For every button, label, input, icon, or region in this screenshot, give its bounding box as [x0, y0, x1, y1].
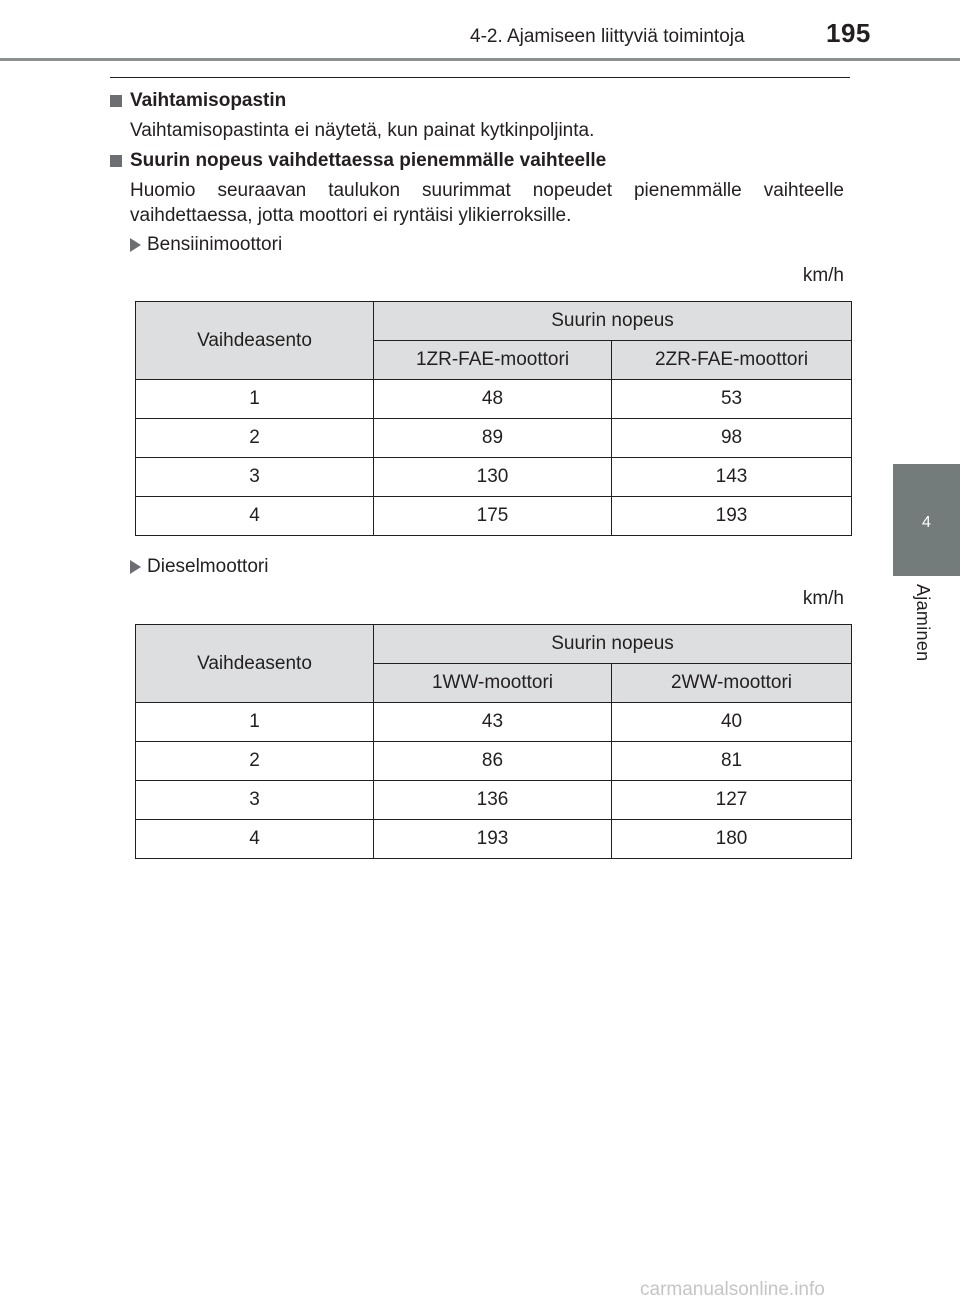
header-gear: Vaihdeasento	[136, 302, 374, 380]
cell-gear: 3	[136, 458, 374, 497]
heading-shift-indicator	[110, 90, 286, 112]
cell-speed: 53	[612, 380, 852, 419]
cell-speed: 86	[374, 742, 612, 781]
chapter-number: 4	[922, 514, 931, 531]
table-row	[136, 458, 852, 497]
header-speed: Suurin nopeus	[374, 302, 852, 341]
header-gear: Vaihdeasento	[136, 625, 374, 703]
unit-label: km/h	[802, 588, 844, 609]
subheading-diesel	[130, 556, 268, 578]
cell-speed: 180	[612, 820, 852, 859]
table-row	[136, 820, 852, 859]
cell-speed: 43	[374, 703, 612, 742]
heading-text: Vaihtamisopastin	[130, 90, 287, 111]
petrol-speed-table	[135, 301, 852, 536]
triangle-bullet-icon	[130, 560, 141, 574]
square-bullet-icon	[110, 155, 122, 167]
content-rule	[110, 77, 850, 78]
triangle-bullet-icon	[130, 238, 141, 252]
cell-speed: 81	[612, 742, 852, 781]
subheading-petrol	[130, 234, 282, 256]
table-row	[136, 419, 852, 458]
cell-speed: 175	[374, 497, 612, 536]
subheading-text: Bensiinimoottori	[147, 234, 283, 255]
table-row	[136, 497, 852, 536]
cell-speed: 98	[612, 419, 852, 458]
page-number: 195	[826, 18, 871, 48]
header-engine: 2WW-moottori	[612, 664, 852, 703]
paragraph-max-speed: Huomio seuraavan taulukon suurimmat nopeudet pienemmälle vaihteelle vaihdettaessa, jotta moottori ei ryntäisi ylikierroksille.	[130, 180, 844, 226]
cell-gear: 1	[136, 703, 374, 742]
header-engine: 1WW-moottori	[374, 664, 612, 703]
cell-speed: 40	[612, 703, 852, 742]
heading-text: Suurin nopeus vaihdettaessa pienemmälle vaihteelle	[130, 150, 607, 171]
square-bullet-icon	[110, 95, 122, 107]
cell-speed: 127	[612, 781, 852, 820]
subheading-text: Dieselmoottori	[147, 556, 269, 577]
cell-speed: 89	[374, 419, 612, 458]
table-row	[136, 703, 852, 742]
cell-gear: 3	[136, 781, 374, 820]
header-speed: Suurin nopeus	[374, 625, 852, 664]
cell-gear: 2	[136, 419, 374, 458]
cell-speed: 130	[374, 458, 612, 497]
heading-max-speed	[110, 150, 606, 172]
cell-gear: 4	[136, 497, 374, 536]
chapter-tab	[893, 464, 960, 576]
header-engine: 2ZR-FAE-moottori	[612, 341, 852, 380]
diesel-speed-table	[135, 624, 852, 859]
cell-speed: 48	[374, 380, 612, 419]
cell-speed: 193	[374, 820, 612, 859]
cell-speed: 136	[374, 781, 612, 820]
unit-label: km/h	[802, 265, 844, 286]
table-row	[136, 781, 852, 820]
header-engine: 1ZR-FAE-moottori	[374, 341, 612, 380]
cell-gear: 4	[136, 820, 374, 859]
table-row	[136, 742, 852, 781]
watermark: carmanualsonline.info	[640, 1279, 825, 1300]
table-row	[136, 380, 852, 419]
header-rule	[0, 58, 960, 61]
paragraph-shift-indicator: Vaihtamisopastinta ei näytetä, kun painat kytkinpoljinta.	[130, 120, 595, 141]
section-title: 4-2. Ajamiseen liittyviä toimintoja	[470, 26, 745, 47]
cell-gear: 2	[136, 742, 374, 781]
cell-speed: 193	[612, 497, 852, 536]
cell-speed: 143	[612, 458, 852, 497]
chapter-label: Ajaminen	[913, 584, 933, 662]
cell-gear: 1	[136, 380, 374, 419]
